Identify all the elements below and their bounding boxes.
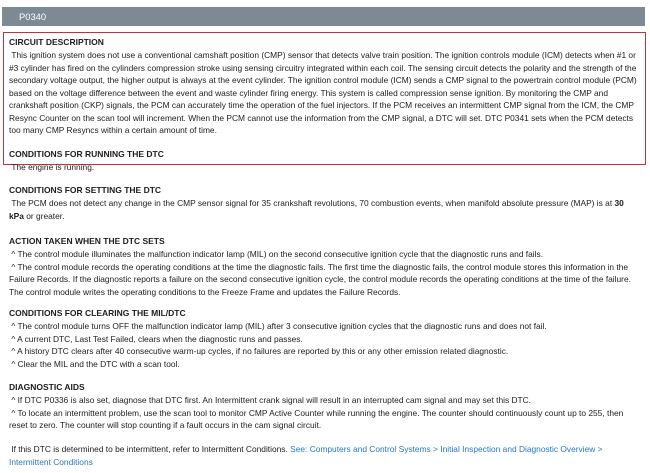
conditions-clearing-section [9,307,641,370]
section-title: CIRCUIT DESCRIPTION [9,37,104,47]
section-title: DIAGNOSTIC AIDS [9,382,85,392]
dtc-code-header: P0340 [2,7,645,26]
conditions-running-section [9,148,641,174]
list-item: ^ If DTC P0336 is also set, diagnose that DTC first. An Intermittent crank signal will result in an interrupted cam signal and may set this DTC. [11,395,532,405]
section-title: CONDITIONS FOR SETTING THE DTC [9,185,162,195]
circuit-description-section [9,36,641,137]
list-item: ^ The control module illuminates the malfunction indicator lamp (MIL) on the second consecutive ignition cycle that the diagnostic runs and fails. [11,249,544,259]
action-taken-section [9,235,641,298]
list-item: ^ Clear the MIL and the DTC with a scan tool. [11,358,180,369]
diagnostic-aids-section [9,381,641,432]
list-item: ^ To locate an intermittent problem, use the scan tool to monitor CMP Active Counter while running the engine. The counter should continuously count up to 255, then reset to zero. The counter will stop counting if a fault occurs in the cam signal circuit. [9,407,624,430]
list-item: ^ The control module turns OFF the malfunction indicator lamp (MIL) after 3 consecutive ignition cycles that the diagnostic runs and does not fail. [11,321,547,331]
conditions-setting-section [9,184,641,222]
map-value: 30 kPa [9,198,624,221]
list-item: ^ A history DTC clears after 40 consecutive warm-up cycles, if no failures are reported by this or any other emission related diagnostic. [11,346,509,356]
list-item: ^ The control module records the operating conditions at the time the diagnostic fails. The first time the diagnostic fails, the control module stores this information in the Failure Records. If the diagnostic reports a failure on the second consecutive ignition cycle, the control module records the operating conditions at the time of the failure. The control module writes the operating conditions to the Freeze Frame and updates the Failure Records. [9,261,631,297]
section-text: The PCM does not detect any change in the CMP sensor signal for 35 crankshaft revolutions, 70 combustion events, when manifold absolute pressure (MAP) is at 30 kPa or greater. [9,198,624,221]
section-title: CONDITIONS FOR RUNNING THE DTC [9,149,164,159]
intermittent-conditions-link[interactable]: See: Computers and Control Systems > Initial Inspection and Diagnostic Overview > Intermittent Conditions [9,444,603,467]
section-text: The engine is running. [11,162,95,172]
section-title: ACTION TAKEN WHEN THE DTC SETS [9,236,165,246]
list-item: ^ A current DTC, Last Test Failed, clears when the diagnostic runs and passes. [11,333,303,344]
circuit-description-text: This ignition system does not use a conventional camshaft position (CMP) sensor that detects valve train position. The ignition controls module (ICM) detects when #1 or #3 cylinder has fired on the cylinders compression stroke using sensing circuitry integrated within each coil. The sensing circuit detects the polarity and the strength of the secondary voltage output, the higher output is always at the event cylinder. The ignition control module (ICM) sends a CMP signal to the powertrain control module (PCM) based on the voltage difference between the event and waste cylinder firing energy. This system is called compression sense ignition. By monitoring the CMP and crankshaft position (CKP) signals, the PCM can accurately time the operation of the fuel injectors. If the PCM receives an intermittent CMP signal from the ICM, the CMP Resync Counter on the scan tool will increment. When the PCM cannot use the information from the CMP signal, a DTC will set. DTC P0341 sets when the PCM detects too many CMP Resyncs within a certain amount of time. [9,50,637,135]
footer-section [9,443,641,468]
footer-text: If this DTC is determined to be intermittent, refer to Intermittent Conditions. See: Computers and Control Systems > Initial Inspection and Diagnostic Overview > Intermittent Conditions [9,444,603,467]
section-title: CONDITIONS FOR CLEARING THE MIL/DTC [9,308,186,318]
